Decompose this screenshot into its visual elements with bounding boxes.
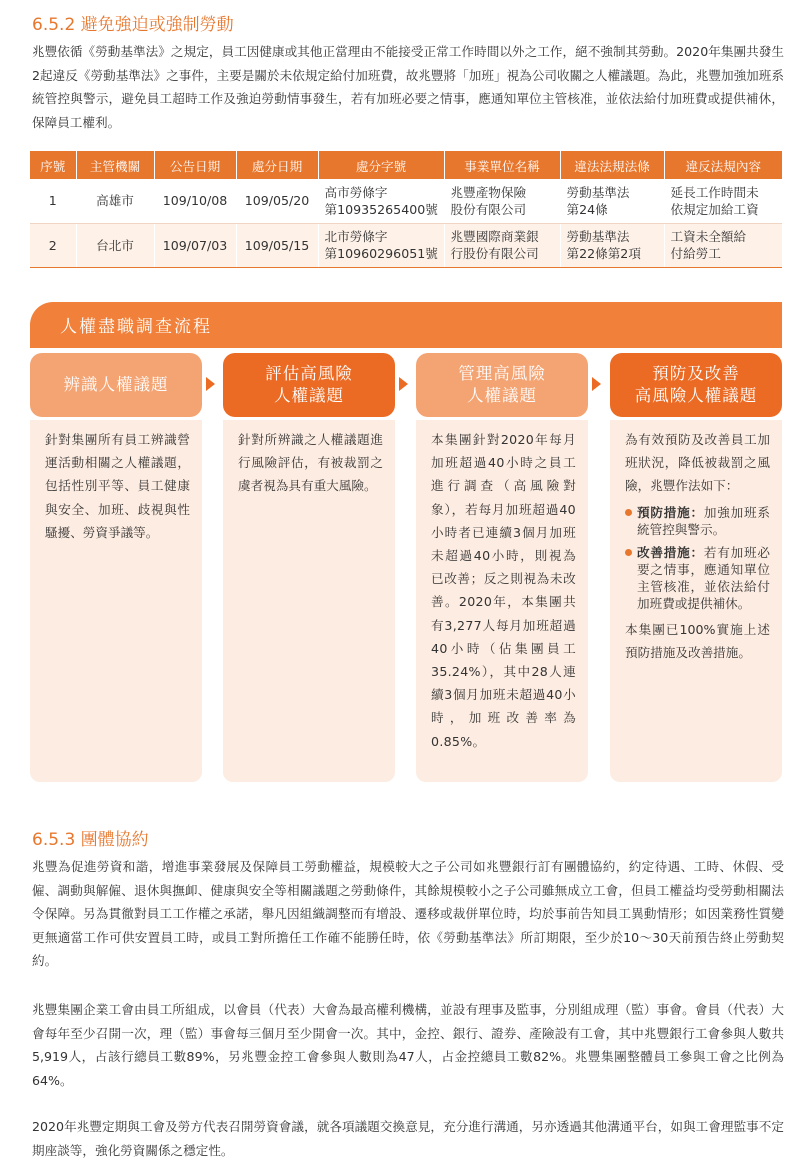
paragraph-653-1: 兆豐為促進勞資和諧，增進事業發展及保障員工勞動權益，規模較大之子公司如兆豐銀行訂有團體協約，約定待遇、工時、休假、受僱、調動與解僱、退休與撫卹、健康與安全等相關議題之勞動條件，其餘規模較小之子公司雖無成立工會，但員工權益均受勞動相關法令保障。另為貫徹對員工工作權之承諾，舉凡因組織調整而有增設、遷移或裁併單位時，均於事前告知員工異動情形；如因業務性質變更無適當工作可供安置員工時，或員工對所擔任工作確不能勝任時，依《勞動基準法》所訂期限，至少於10～30天前預告終止勞動契約。: [32, 859, 784, 968]
bullet-improve: [625, 544, 770, 612]
flow-step-prevent-body: [610, 420, 782, 782]
step-title: 管理高風險: [458, 364, 546, 383]
step-title: 預防及改善: [652, 364, 740, 383]
cell-unit: [444, 179, 560, 223]
paragraph-652: 兆豐依循《勞動基準法》之規定，員工因健康或其他正當理由不能接受正常工作時間以外之工作，絕不強制其勞動。2020年集團共發生2起違反《勞動基準法》之事件，主要是關於未依規定給付加班費，故兆豐將「加班」視為公司收關之人權議題。為此，兆豐加強加班系統管控與警示，避免員工超時工作及強迫勞動情事發生，若有加班必要之情事，應通知單位主管核准，並依法給付加班費或提供補休，保障員工權利。: [32, 44, 784, 130]
flow-step-assess-head: [223, 353, 395, 417]
cell-penalty-date: 109/05/20: [236, 179, 318, 223]
cell-no: 2: [30, 223, 76, 267]
line: 北市勞條字: [324, 229, 388, 244]
table-header-row: [30, 151, 782, 179]
flow-arrow-icon: [206, 377, 215, 391]
step-title: 評估高風險: [265, 364, 353, 383]
prevent-outro: 本集團已100%實施上述預防措施及改善措施。: [625, 621, 770, 660]
cell-no: 1: [30, 179, 76, 223]
flow-step-assess-body: 針對所辨識之人權議題進行風險評估，有被裁罰之虞者視為具有重大風險。: [223, 420, 395, 782]
line: 股份有限公司: [450, 201, 527, 217]
flow-step-manage-body: 本集團針對2020年每月加班超過40小時之員工進行調查（高風險對象），若每月加班超過40小時者已連續3個月加班未超過40小時，則視為已改善；反之則視為未改善。2020年，本集團共有3,277人每月加班超過40小時（佔集團員工35.24%），其中28人連續3個月加班未超過40小時，加班改善率為0.85%。: [416, 420, 588, 782]
cell-penalty-number: [318, 223, 444, 267]
cell-announce-date: 109/07/03: [154, 223, 236, 267]
step-title: 辨識人權議題: [63, 375, 169, 394]
cell-content: [664, 223, 782, 267]
section-title-652: 6.5.2 避免強迫或強制勞動: [32, 15, 234, 35]
cell-penalty-date: 109/05/15: [236, 223, 318, 267]
line: 第22條第2項: [566, 246, 641, 261]
line: 延長工作時間未: [670, 184, 759, 200]
flow-arrow-icon: [592, 377, 601, 391]
line: 勞動基準法: [566, 229, 630, 244]
section-title-653: 6.5.3 團體協約: [32, 830, 149, 850]
paragraph-653-2: 兆豐集團企業工會由員工所組成，以會員（代表）大會為最高權利機構，並設有理事及監事，分別組成理（監）事會。會員（代表）大會每年至少召開一次，理（監）事會每三個月至少開會一次。其中，金控、銀行、證券、產險設有工會，其中兆豐銀行工會參與人數共5,919人，占該行總員工數89%，另兆豐金控工會參與人數則為47人，占金控總員工數82%。兆豐集團整體員工參與工會之比例為64%。: [32, 1002, 784, 1088]
bullet-text: 加強加班系統管控與警示。: [637, 504, 771, 537]
table-row: [30, 223, 782, 267]
step-title: 高風險人權議題: [634, 386, 758, 405]
header-cell: 處分日期: [236, 151, 318, 179]
bullet-label: 預防措施：: [637, 504, 704, 520]
bullet-text: 若有加班必要之情事，應通知單位主管核准，並依法給付加班費或提供補休。: [637, 544, 771, 611]
table-row: [30, 179, 782, 223]
cell-law: [560, 223, 664, 267]
flow-arrow-icon: [399, 377, 408, 391]
line: 勞動基準法: [566, 184, 630, 200]
line: 兆豐國際商業銀: [450, 229, 539, 244]
flow-step-prevent-head: [610, 353, 782, 417]
header-cell: 違反法規內容: [664, 151, 782, 179]
cell-announce-date: 109/10/08: [154, 179, 236, 223]
cell-authority: 高雄市: [76, 179, 154, 223]
line: 高市勞條字: [324, 184, 388, 200]
cell-unit: [444, 223, 560, 267]
cell-authority: 台北市: [76, 223, 154, 267]
line: 兆豐產物保險: [450, 184, 527, 200]
header-cell: 處分字號: [318, 151, 444, 179]
header-cell: 序號: [30, 151, 76, 179]
line: 依規定加給工資: [670, 201, 759, 217]
step-title: 人權議題: [274, 386, 344, 405]
paragraph-653-3: 2020年兆豐定期與工會及勞方代表召開勞資會議，就各項議題交換意見，充分進行溝通，另亦透過其他溝通平台，如與工會理監事不定期座談等，強化勞資關係之穩定性。: [32, 1119, 784, 1158]
line: 第24條: [566, 201, 608, 217]
violation-table: [30, 151, 782, 268]
bullet-label: 改善措施：: [637, 544, 704, 560]
flow-step-identify-head: [30, 353, 202, 417]
line: 行股份有限公司: [450, 246, 539, 261]
flow-step-manage-head: [416, 353, 588, 417]
cell-law: [560, 179, 664, 223]
line: 第10935265400號: [324, 201, 438, 217]
bullet-dot-icon: [625, 549, 632, 556]
flow-step-identify-body: 針對集團所有員工辨識營運活動相關之人權議題，包括性別平等、員工健康與安全、加班、歧視與性騷擾、勞資爭議等。: [30, 420, 202, 782]
line: 第10960296051號: [324, 246, 438, 261]
line: 付給勞工: [670, 246, 721, 261]
header-cell: 公告日期: [154, 151, 236, 179]
header-cell: 事業單位名稱: [444, 151, 560, 179]
bullet-prevent: [625, 504, 770, 538]
line: 工資未全額給: [670, 229, 747, 244]
cell-penalty-number: [318, 179, 444, 223]
bullet-dot-icon: [625, 509, 632, 516]
flow-banner: 人權盡職調查流程: [30, 302, 782, 348]
cell-content: [664, 179, 782, 223]
step-title: 人權議題: [467, 386, 537, 405]
header-cell: 主管機關: [76, 151, 154, 179]
header-cell: 違法法規法條: [560, 151, 664, 179]
prevent-intro: 為有效預防及改善員工加班狀況，降低被裁罰之風險，兆豐作法如下：: [625, 432, 770, 494]
